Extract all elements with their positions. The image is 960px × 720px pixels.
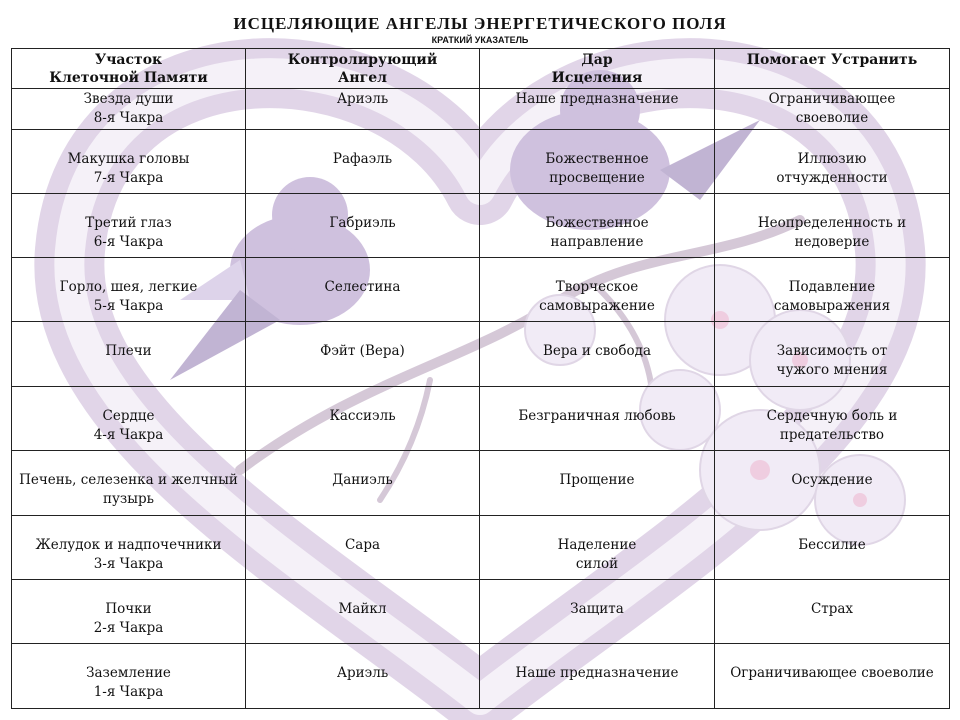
table-row — [12, 194, 950, 258]
table-row — [12, 258, 950, 322]
table-row — [12, 644, 950, 709]
cell-gift: Наделение силой — [480, 516, 715, 580]
cell-memory-area: Плечи — [12, 322, 246, 387]
cell-helps-remove: Подавление самовыражения — [715, 258, 950, 322]
cell-angel: Рафаэль — [246, 130, 480, 194]
cell-angel: Кассиэль — [246, 387, 480, 451]
cell-angel: Селестина — [246, 258, 480, 322]
healing-angels-table — [11, 48, 950, 709]
table-row — [12, 322, 950, 387]
table-row — [12, 387, 950, 451]
header-cell-gift: Дар Исцеления — [480, 49, 715, 89]
cell-helps-remove: Иллюзию отчужденности — [715, 130, 950, 194]
cell-memory-area: Макушка головы 7-я Чакра — [12, 130, 246, 194]
cell-gift: Творческое самовыражение — [480, 258, 715, 322]
header-cell-memory-area: Участок Клеточной Памяти — [12, 49, 246, 89]
cell-helps-remove: Ограничивающее своеволие — [715, 89, 950, 130]
table-row — [12, 130, 950, 194]
cell-angel: Ариэль — [246, 89, 480, 130]
cell-gift: Божественное просвещение — [480, 130, 715, 194]
cell-gift: Безграничная любовь — [480, 387, 715, 451]
table-row — [12, 89, 950, 130]
cell-helps-remove: Ограничивающее своеволие — [715, 644, 950, 709]
header-cell-angel: Контролирующий Ангел — [246, 49, 480, 89]
cell-memory-area: Желудок и надпочечники 3-я Чакра — [12, 516, 246, 580]
cell-memory-area: Горло, шея, легкие 5-я Чакра — [12, 258, 246, 322]
cell-gift: Вера и свобода — [480, 322, 715, 387]
cell-helps-remove: Бессилие — [715, 516, 950, 580]
header-cell-helps-remove: Помогает Устранить — [715, 49, 950, 89]
cell-gift: Наше предназначение — [480, 644, 715, 709]
cell-memory-area: Печень, селезенка и желчный пузырь — [12, 451, 246, 516]
cell-angel: Майкл — [246, 580, 480, 644]
cell-memory-area: Почки 2-я Чакра — [12, 580, 246, 644]
cell-helps-remove: Сердечную боль и предательство — [715, 387, 950, 451]
cell-gift: Прощение — [480, 451, 715, 516]
cell-memory-area: Звезда души 8-я Чакра — [12, 89, 246, 130]
cell-angel: Сара — [246, 516, 480, 580]
cell-angel: Ариэль — [246, 644, 480, 709]
page-subtitle: КРАТКИЙ УКАЗАТЕЛЬ — [431, 35, 529, 45]
cell-helps-remove: Страх — [715, 580, 950, 644]
cell-memory-area: Сердце 4-я Чакра — [12, 387, 246, 451]
cell-angel: Даниэль — [246, 451, 480, 516]
table-row — [12, 580, 950, 644]
cell-gift: Наше предназначение — [480, 89, 715, 130]
cell-angel: Фэйт (Вера) — [246, 322, 480, 387]
cell-gift: Божественное направление — [480, 194, 715, 258]
cell-helps-remove: Зависимость от чужого мнения — [715, 322, 950, 387]
cell-gift: Защита — [480, 580, 715, 644]
cell-helps-remove: Неопределенность и недоверие — [715, 194, 950, 258]
cell-memory-area: Заземление 1-я Чакра — [12, 644, 246, 709]
cell-angel: Габриэль — [246, 194, 480, 258]
table-row — [12, 516, 950, 580]
table-header-row — [12, 49, 950, 89]
page-title: ИСЦЕЛЯЮЩИЕ АНГЕЛЫ ЭНЕРГЕТИЧЕСКОГО ПОЛЯ — [233, 14, 727, 33]
table-row — [12, 451, 950, 516]
cell-memory-area: Третий глаз 6-я Чакра — [12, 194, 246, 258]
cell-helps-remove: Осуждение — [715, 451, 950, 516]
